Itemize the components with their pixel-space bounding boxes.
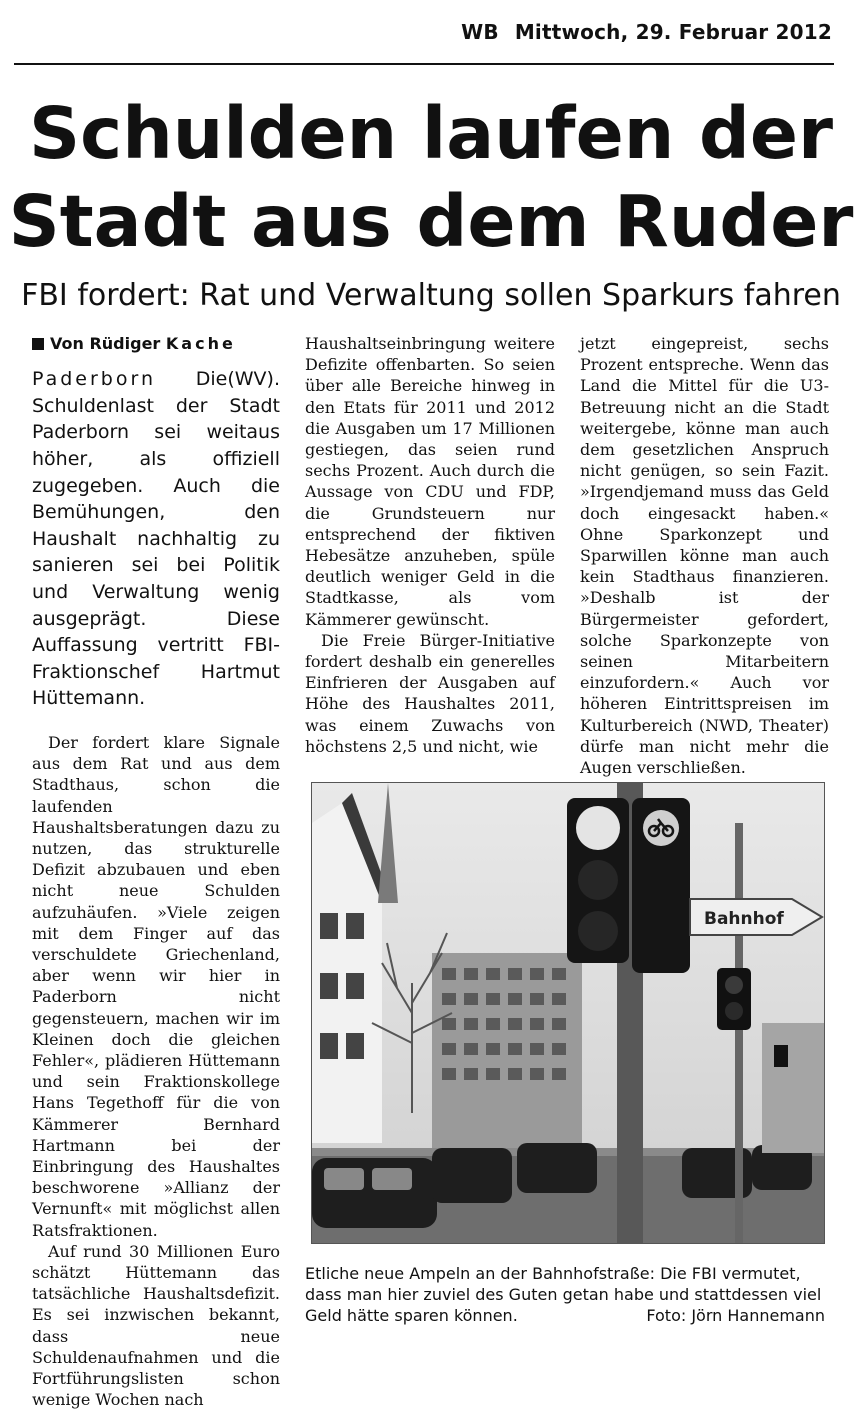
- byline-prefix: Von Rüdiger: [50, 334, 161, 353]
- headline-line-2: Stadt aus dem Ruder: [8, 180, 854, 263]
- body-paragraph-2: Auf rund 30 Millionen Euro schätzt Hüttemann das tatsächliche Haushaltsdefizit. Es sei inzwischen bekannt, dass neue Schuldenaufnahmen und die Fortführungslisten schon wenige Wochen nach: [32, 1241, 280, 1410]
- header-rule: [14, 63, 834, 65]
- body-paragraph-1: Der fordert klare Signale aus dem Rat und aus dem Stadthaus, schon die laufenden Haushaltsberatungen dazu zu nutzen, das strukturelle Defizit abzubauen und eben nicht neue Schulden aufzuhäufen. »Viele zeigen mit dem Finger auf das verschuldete Griechenland, aber wenn wir hier in Paderborn nicht gegensteuern, machen wir im Kleinen doch die gleichen Fehler«, plädieren Hüttemann und sein Fraktionskollege Hans Tegethoff für die von Kämmerer Bernhard Hartmann bei der Einbringung des Haushaltes beschworene »Allianz der Vernunft« mit möglichst allen Ratsfraktionen.: [32, 732, 280, 1240]
- caption-text: Etliche neue Ampeln an der Bahnhofstraße: Die FBI vermutet, dass man hier zuviel des Guten getan habe und stattdessen viel Geld hätte sparen können.: [305, 1264, 822, 1325]
- article-subheadline: FBI fordert: Rat und Verwaltung sollen Sparkurs fahren: [21, 278, 841, 313]
- issue-date: Mittwoch, 29. Februar 2012: [514, 20, 832, 44]
- byline-square-icon: [32, 338, 44, 350]
- lead-paragraph: [32, 366, 280, 712]
- lead-text: Die Schuldenlast der Stadt Paderborn sei weitaus höher, als offiziell zugegeben. Auch die Bemühungen, den Haushalt nachhaltig zu sanieren sei bei Politik und Verwaltung wenig ausgeprägt. Diese Auffassung vertritt FBI-Fraktionschef Hartmut Hüttemann.: [32, 368, 280, 710]
- body-paragraph-4: Die Freie Bürger-Initiative fordert deshalb ein generelles Einfrieren der Ausgaben auf Höhe des Haushaltes 2011, was einem Zuwachs von höchstens 2,5 und nicht, wie: [305, 630, 555, 756]
- traffic-light-photo: [311, 782, 825, 1244]
- bahnhof-sign-text: Bahnhof: [704, 909, 784, 929]
- column-1: [32, 333, 280, 1410]
- dateline-city: Paderborn: [32, 368, 157, 391]
- headline-line-1: Schulden laufen der: [29, 92, 833, 175]
- article-headline: [0, 90, 862, 266]
- column-3: [580, 333, 829, 778]
- newspaper-name: WB: [461, 20, 499, 44]
- body-paragraph-3: Haushaltseinbringung weitere Defizite offenbarten. So seien über alle Bereiche hinweg in den Etats für 2011 und 2012 die Ausgaben um 17 Millionen gestiegen, das seien rund sechs Prozent. Auch durch die Aussage von CDU und FDP, die Grundsteuern nur entsprechend der fiktiven Hebesätze anzuheben, spüle deutlich weniger Geld in die Stadtkasse, als vom Kämmerer gewünscht.: [305, 334, 555, 629]
- page-header: [0, 20, 832, 44]
- dateline-source: (WV).: [227, 368, 280, 391]
- byline-surname: Kache: [165, 334, 236, 353]
- photo-illustration: [312, 783, 824, 1243]
- column-2: [305, 333, 555, 757]
- photo-credit: Foto: Jörn Hannemann: [646, 1306, 825, 1325]
- byline: [32, 333, 280, 354]
- photo-caption: [305, 1263, 825, 1326]
- body-paragraph-5: jetzt eingepreist, sechs Prozent entspreche. Wenn das Land die Mittel für die U3-Betreuung nicht an die Stadt weitergebe, könne man auch dem gesetzlichen Anspruch nicht genügen, so sein Fazit. »Irgendjemand muss das Geld doch eingesackt haben.« Ohne Sparkonzept und Sparwillen könne man auch kein Stadthaus finanzieren. »Deshalb ist der Bürgermeister gefordert, solche Sparkonzepte von seinen Mitarbeitern einzufordern.« Auch vor höheren Eintrittspreisen im Kulturbereich (NWD, Theater) dürfe man nicht mehr die Augen verschließen.: [580, 334, 829, 778]
